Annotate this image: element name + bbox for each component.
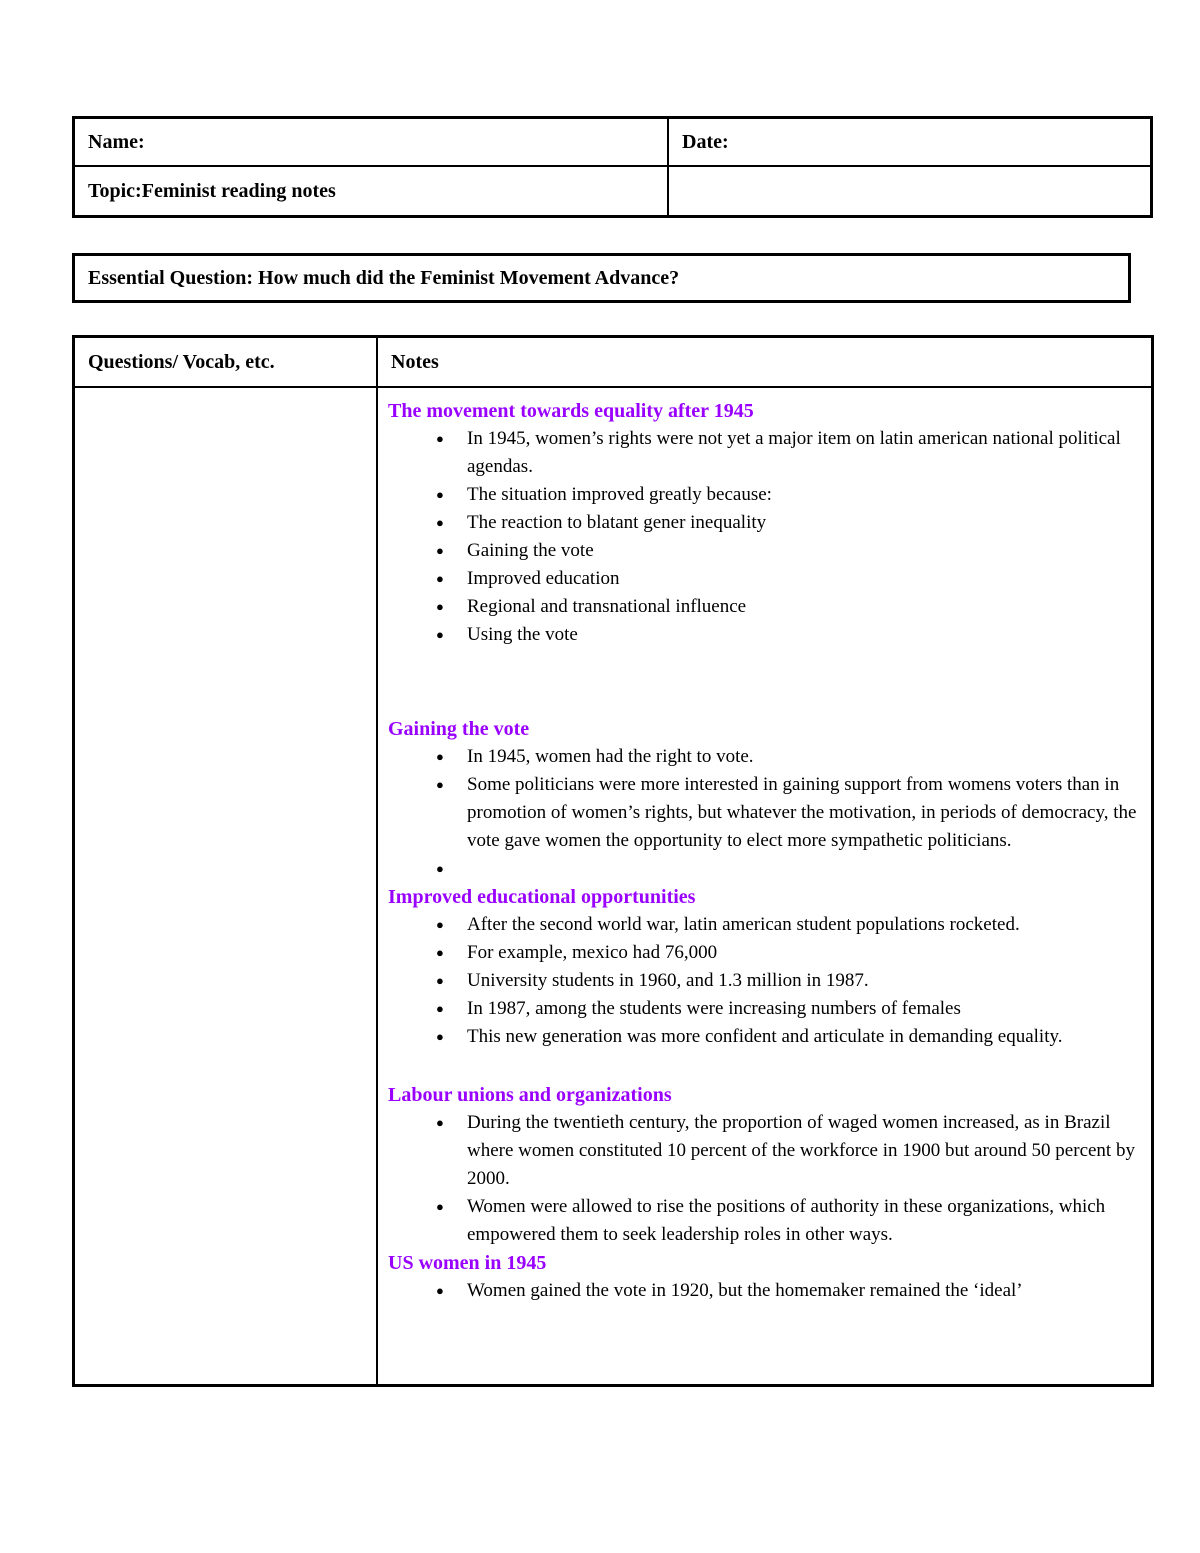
- bullet-icon: ●: [436, 543, 444, 558]
- bullet-text: [467, 855, 1143, 883]
- bullet-text: After the second world war, latin american student populations rocketed.: [467, 914, 1020, 935]
- bullet-text: In 1987, among the students were increasing numbers of females: [467, 998, 961, 1019]
- bullet-item: [436, 537, 1143, 565]
- section-heading: Labour unions and organizations: [388, 1084, 672, 1106]
- bullet-text: The reaction to blatant gener inequality: [467, 512, 767, 533]
- bullet-icon: ●: [436, 487, 444, 502]
- notes-table: [72, 335, 1154, 1387]
- notes-section: [388, 1249, 1143, 1305]
- bullet-text: University students in 1960, and 1.3 million in 1987.: [467, 970, 869, 991]
- bullet-text: Women were allowed to rise the positions of authority in these organizations, which empowered them to seek leadership roles in other ways.: [467, 1196, 1106, 1245]
- topic-field: [75, 167, 669, 215]
- bullet-text: Using the vote: [467, 624, 578, 645]
- bullet-item: [436, 621, 1143, 649]
- topic-label: Topic:Feminist reading notes: [88, 179, 336, 202]
- date-label: Date:: [682, 130, 729, 153]
- bullet-text: In 1945, women had the right to vote.: [467, 746, 754, 767]
- bullet-icon: ●: [436, 749, 444, 764]
- bullet-icon: ●: [436, 571, 444, 586]
- bullet-icon: ●: [436, 945, 444, 960]
- bullet-icon: ●: [436, 431, 444, 446]
- bullet-icon: ●: [436, 1029, 444, 1044]
- bullet-icon: ●: [436, 1199, 444, 1214]
- bullet-icon: ●: [436, 861, 444, 876]
- questions-cell: [75, 388, 378, 1384]
- questions-column-header: Questions/ Vocab, etc.: [75, 338, 378, 386]
- bullet-item: [436, 1023, 1143, 1051]
- section-heading: Improved educational opportunities: [388, 886, 696, 908]
- bullet-item: [436, 743, 1143, 771]
- bullet-icon: ●: [436, 973, 444, 988]
- bullet-icon: ●: [436, 1283, 444, 1298]
- bullet-item: [436, 565, 1143, 593]
- name-field: [75, 119, 669, 165]
- header-table: [72, 116, 1153, 218]
- bullet-item: [436, 771, 1143, 855]
- notes-section: [388, 883, 1143, 1051]
- bullet-icon: ●: [436, 777, 444, 792]
- notes-section: [388, 397, 1143, 649]
- notes-section: [388, 1081, 1143, 1249]
- bullet-item: [436, 481, 1143, 509]
- bullet-item: [436, 939, 1143, 967]
- essential-question-text: Essential Question: How much did the Feminist Movement Advance?: [88, 266, 680, 289]
- date-field: [669, 119, 1150, 165]
- bullet-item: [436, 425, 1143, 481]
- bullet-text: Improved education: [467, 568, 620, 589]
- bullet-text: Regional and transnational influence: [467, 596, 747, 617]
- essential-question-box: [72, 253, 1131, 303]
- bullet-item: [436, 593, 1143, 621]
- bullet-item: [436, 1277, 1143, 1305]
- section-heading: Gaining the vote: [388, 718, 530, 740]
- bullet-icon: ●: [436, 599, 444, 614]
- bullet-text: Women gained the vote in 1920, but the homemaker remained the ‘ideal’: [467, 1280, 1023, 1301]
- bullet-icon: ●: [436, 917, 444, 932]
- bullet-item: [436, 509, 1143, 537]
- bullet-icon: ●: [436, 1115, 444, 1130]
- bullet-text: Gaining the vote: [467, 540, 594, 561]
- bullet-text: Some politicians were more interested in gaining support from womens voters than in promotion of women’s rights, but whatever the motivation, in periods of democracy, the vote gave women the opportunity to elect more sympathetic politicians.: [467, 774, 1137, 851]
- bullet-icon: ●: [436, 1001, 444, 1016]
- bullet-item: [436, 967, 1143, 995]
- bullet-text: During the twentieth century, the proportion of waged women increased, as in Brazil where women constituted 10 percent of the workforce in 1900 but around 50 percent by 2000.: [467, 1112, 1135, 1189]
- bullet-item: [436, 1109, 1143, 1193]
- bullet-text: For example, mexico had 76,000: [467, 942, 718, 963]
- section-heading: The movement towards equality after 1945: [388, 400, 754, 422]
- bullet-item: [436, 1193, 1143, 1249]
- bullet-item: [436, 911, 1143, 939]
- notes-table-header-row: [75, 338, 1151, 388]
- notes-table-body-row: [75, 388, 1151, 1384]
- bullet-text: The situation improved greatly because:: [467, 484, 772, 505]
- bullet-item: [436, 995, 1143, 1023]
- bullet-icon: ●: [436, 515, 444, 530]
- bullet-text: This new generation was more confident and articulate in demanding equality.: [467, 1026, 1063, 1047]
- bullet-item: [436, 855, 1143, 883]
- bullet-icon: ●: [436, 627, 444, 642]
- header-row-2: [75, 167, 1150, 215]
- name-label: Name:: [88, 130, 145, 153]
- notes-section: [388, 715, 1143, 883]
- header-empty-cell: [669, 167, 1150, 215]
- section-heading: US women in 1945: [388, 1252, 547, 1274]
- bullet-text: In 1945, women’s rights were not yet a major item on latin american national political agendas.: [467, 428, 1121, 477]
- header-row-1: [75, 119, 1150, 167]
- notes-cell: [378, 388, 1151, 1384]
- notes-column-header: Notes: [391, 350, 439, 373]
